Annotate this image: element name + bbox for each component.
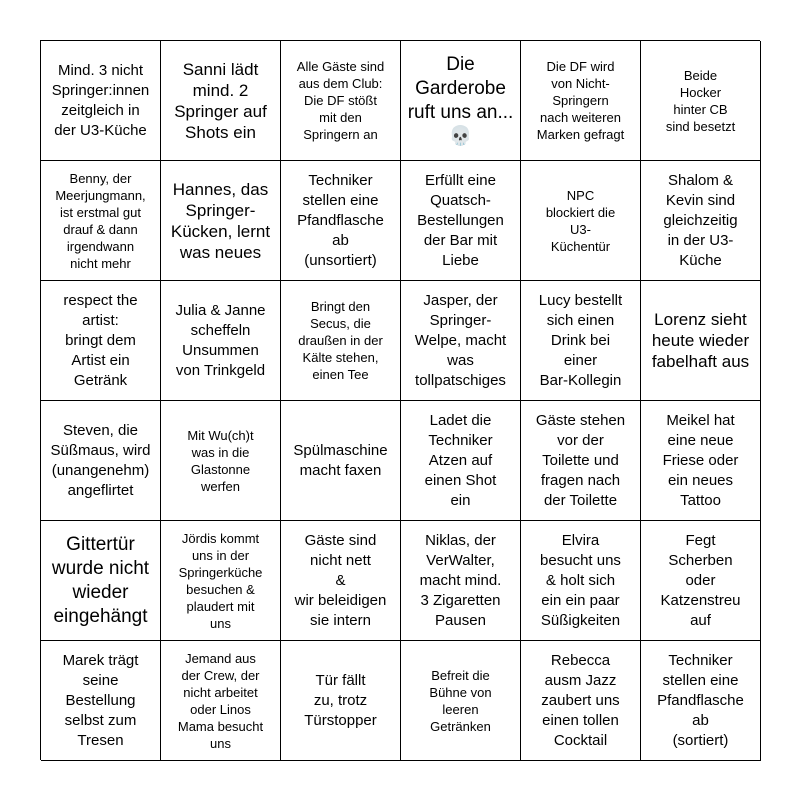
bingo-cell[interactable] [281, 281, 401, 401]
bingo-cell[interactable] [281, 401, 401, 521]
bingo-cell[interactable] [41, 281, 161, 401]
cell-text: Gäste stehen vor der Toilette und fragen nach der Toilette [535, 411, 626, 509]
cell-text: Erfüllt eine Quatsch- Bestellungen der Bar mit Liebe [417, 171, 504, 269]
cell-text: NPC blockiert die U3- Küchentür [545, 187, 616, 254]
bingo-cell[interactable] [401, 521, 521, 641]
bingo-cell[interactable] [521, 41, 641, 161]
cell-text: Bringt den Secus, die draußen in der Kälte stehen, einen Tee [298, 299, 383, 382]
cell-text: Hannes, das Springer- Kücken, lernt was neues [170, 179, 271, 262]
bingo-cell[interactable] [161, 401, 281, 521]
bingo-cell[interactable] [401, 281, 521, 401]
cell-text: Marek trägt seine Bestellung selbst zum Tresen [62, 651, 139, 749]
cell-text: Jemand aus der Crew, der nicht arbeitet oder Linos Mama besucht uns [177, 650, 264, 751]
bingo-cell[interactable] [401, 641, 521, 761]
cell-text: Spülmaschine macht faxen [293, 441, 388, 479]
bingo-cell[interactable] [641, 281, 761, 401]
bingo-cell[interactable] [161, 161, 281, 281]
cell-text: Jasper, der Springer- Welpe, macht was tollpatschiges [414, 291, 507, 389]
cell-text: Alle Gäste sind aus dem Club: Die DF stößt mit den Springern an [296, 59, 385, 142]
bingo-cell[interactable] [161, 521, 281, 641]
cell-text: Lucy bestellt sich einen Drink bei einer Bar-Kollegin [538, 291, 623, 389]
cell-text: Sanni lädt mind. 2 Springer auf Shots ein [174, 59, 267, 142]
cell-text: Mind. 3 nicht Springer:innen zeitgleich in der U3-Küche [51, 61, 150, 139]
bingo-cell[interactable] [281, 521, 401, 641]
cell-text: Mit Wu(ch)t was in die Glastonne werfen [187, 427, 254, 494]
bingo-cell[interactable] [401, 41, 521, 161]
cell-text: respect the artist: bringt dem Artist ein Getränk [63, 291, 138, 389]
bingo-cell[interactable] [161, 41, 281, 161]
cell-text: Lorenz sieht heute wieder fabelhaft aus [651, 310, 750, 371]
cell-text: Tür fällt zu, trotz Türstopper [304, 671, 377, 729]
cell-text: Julia & Janne scheffeln Unsummen von Trinkgeld [175, 301, 266, 379]
cell-text: Rebecca ausm Jazz zaubert uns einen tollen Cocktail [541, 651, 620, 749]
bingo-cell[interactable] [41, 41, 161, 161]
bingo-cell[interactable] [641, 41, 761, 161]
cell-text: Ladet die Techniker Atzen auf einen Shot ein [424, 411, 497, 509]
bingo-cell[interactable] [521, 401, 641, 521]
bingo-cell[interactable] [161, 281, 281, 401]
cell-text: Gittertür wurde nicht wieder eingehängt [51, 533, 150, 627]
bingo-cell[interactable] [41, 521, 161, 641]
bingo-cell[interactable] [521, 521, 641, 641]
cell-text: Beide Hocker hinter CB sind besetzt [665, 67, 736, 134]
bingo-cell[interactable] [641, 161, 761, 281]
cell-text: Benny, der Meerjungmann, ist erstmal gut drauf & dann irgendwann nicht mehr [55, 170, 146, 271]
cell-text: Niklas, der VerWalter, macht mind. 3 Zigaretten Pausen [419, 531, 502, 629]
cell-text: Techniker stellen eine Pfandflasche ab (sortiert) [657, 651, 744, 749]
cell-text: Gäste sind nicht nett & wir beleidigen sie intern [294, 531, 387, 629]
cell-text: Steven, die Süßmaus, wird (unangenehm) angeflirtet [50, 421, 151, 499]
bingo-cell[interactable] [641, 521, 761, 641]
bingo-cell[interactable] [41, 641, 161, 761]
cell-text: Elvira besucht uns & holt sich ein ein paar Süßigkeiten [540, 531, 621, 629]
cell-text: Jördis kommt uns in der Springerküche besuchen & plaudert mit uns [178, 530, 263, 631]
bingo-cell[interactable] [401, 161, 521, 281]
cell-text: Fegt Scherben oder Katzenstreu auf [660, 531, 741, 629]
bingo-cell[interactable] [521, 641, 641, 761]
cell-text: Die DF wird von Nicht- Springern nach weiteren Marken gefragt [536, 59, 625, 142]
bingo-cell[interactable] [521, 161, 641, 281]
cell-text: Techniker stellen eine Pfandflasche ab (unsortiert) [297, 171, 384, 269]
bingo-cell[interactable] [641, 641, 761, 761]
bingo-cell[interactable] [521, 281, 641, 401]
bingo-cell[interactable] [281, 41, 401, 161]
bingo-cell[interactable] [281, 161, 401, 281]
bingo-cell[interactable] [641, 401, 761, 521]
bingo-cell[interactable] [161, 641, 281, 761]
cell-text: Die Garderobe ruft uns an... 💀 [407, 53, 514, 147]
cell-text: Shalom & Kevin sind gleichzeitig in der U3- Küche [663, 171, 738, 269]
bingo-cell[interactable] [401, 401, 521, 521]
cell-text: Meikel hat eine neue Friese oder ein neues Tattoo [662, 411, 739, 509]
bingo-cell[interactable] [41, 401, 161, 521]
cell-text: Befreit die Bühne von leeren Getränken [429, 667, 492, 734]
bingo-board [40, 40, 760, 760]
bingo-cell[interactable] [281, 641, 401, 761]
bingo-cell[interactable] [41, 161, 161, 281]
